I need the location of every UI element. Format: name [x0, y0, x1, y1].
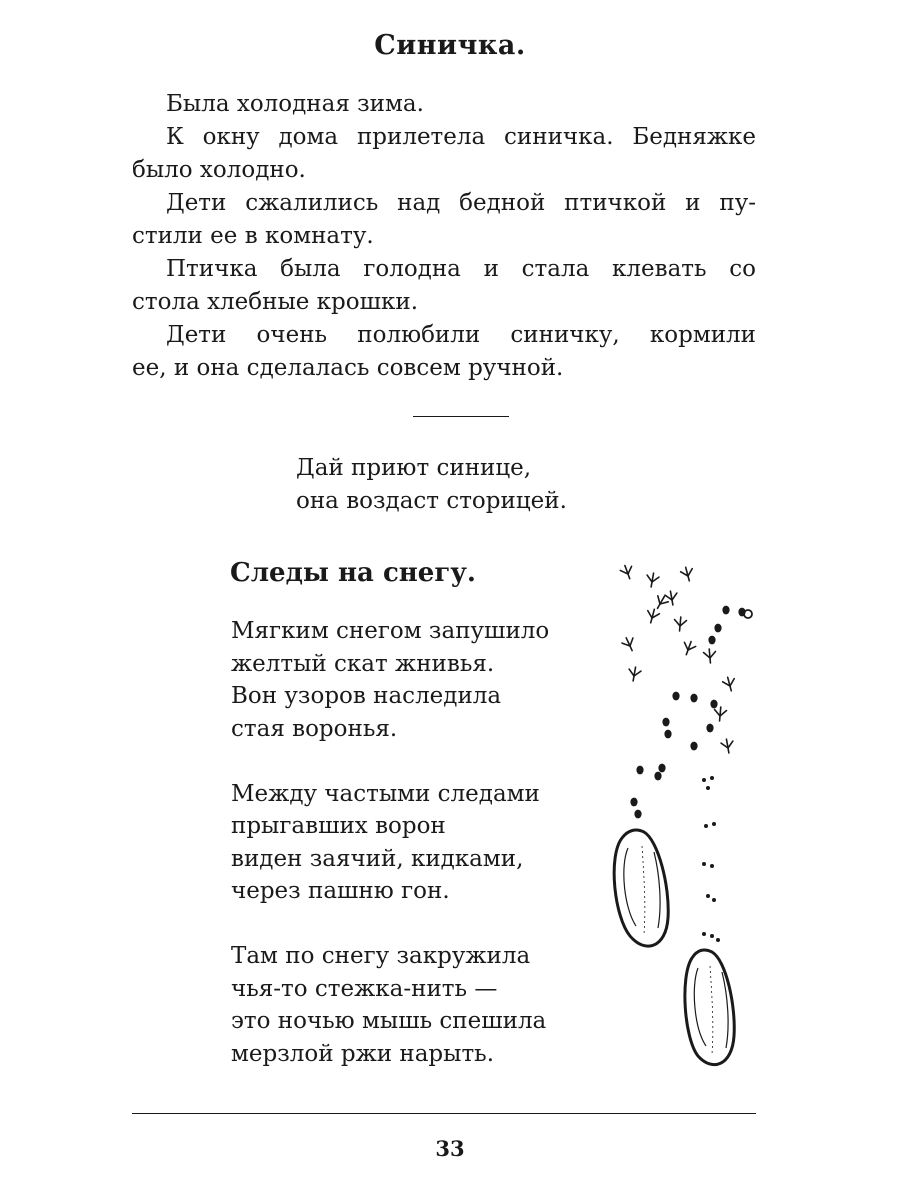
- poem-line: желтый скат жнивья.: [231, 650, 495, 677]
- bird-footprint: [714, 707, 727, 722]
- story-line: стили ее в комнату.: [132, 223, 374, 249]
- mouse-tracks-icon: [702, 776, 720, 942]
- crow-footprint: [722, 606, 729, 615]
- hare-tracks-icon: [614, 830, 734, 1065]
- poem-line: Там по снегу закружила: [231, 943, 531, 969]
- crow-footprint: [630, 798, 637, 807]
- poem-line: виден заячий, кидками,: [231, 845, 524, 872]
- crow-footprint: [706, 724, 713, 733]
- bird-footprint: [645, 608, 660, 625]
- crow-footprint: [636, 766, 643, 775]
- story-line: Дети сжалились над бедной птичкой и пу-: [166, 190, 756, 216]
- bird-tracks-icon: [619, 563, 737, 753]
- story-line: было холодно.: [132, 157, 306, 183]
- crow-footprint: [710, 700, 717, 709]
- story-line: Дети очень полюбили синичку, кормили: [166, 322, 756, 348]
- story-line: Была холодная зима.: [166, 91, 424, 117]
- crow-footprint: [690, 694, 697, 703]
- mouse-footprint: [702, 862, 706, 866]
- story-paragraph: [132, 88, 756, 121]
- story-line: стола хлебные крошки.: [132, 289, 419, 315]
- crow-footprint: [662, 718, 669, 727]
- poem-line: Между частыми следами: [231, 780, 540, 807]
- poem-line: стая воронья.: [231, 715, 398, 742]
- bird-footprint: [721, 738, 735, 754]
- bird-footprint: [722, 676, 737, 693]
- poem-line: прыгавших ворон: [231, 813, 446, 839]
- mouse-footprint: [712, 898, 716, 902]
- poem-stanza: [231, 615, 549, 745]
- poem-line: чья-то стежка-нить —: [231, 975, 498, 1002]
- bird-footprint: [627, 666, 641, 682]
- mouse-footprint: [704, 824, 708, 828]
- story-line: Птичка была голодна и стала клевать со: [166, 256, 756, 282]
- story-paragraph: [132, 121, 756, 187]
- crow-footprint: [708, 636, 715, 645]
- bird-footprint: [665, 590, 679, 606]
- story-line: К окну дома прилетела синичка. Бедняжке: [166, 124, 756, 150]
- mouse-footprint: [716, 938, 720, 942]
- crow-footprint: [714, 624, 721, 633]
- footer-rule: [132, 1113, 756, 1114]
- crow-footprint: [658, 764, 665, 773]
- crow-footprint: [672, 692, 679, 701]
- proverb-line: Дай приют синице,: [296, 455, 532, 481]
- crow-footprint: [690, 742, 697, 751]
- mouse-footprint: [706, 786, 710, 790]
- bird-footprint: [680, 566, 695, 583]
- poem-line: через пашню гон.: [231, 878, 450, 904]
- mouse-footprint: [702, 778, 706, 782]
- crow-tracks-icon: [630, 606, 752, 819]
- poem-line: мерзлой ржи нарыть.: [231, 1040, 495, 1067]
- crow-footprint: [664, 730, 671, 739]
- mouse-footprint: [710, 864, 714, 868]
- story-text: [132, 88, 756, 385]
- mouse-footprint: [702, 932, 706, 936]
- snow-tracks-illustration: [600, 556, 770, 1076]
- story-title: Синичка.: [374, 30, 526, 61]
- mouse-footprint: [706, 894, 710, 898]
- bird-footprint: [703, 649, 716, 664]
- poem-stanza: [231, 778, 549, 908]
- proverb-line: она воздаст сторицей.: [296, 488, 567, 514]
- poem-line: Вон узоров наследила: [231, 683, 502, 709]
- story-paragraph: [132, 319, 756, 385]
- bird-footprint: [645, 572, 659, 588]
- crow-footprint: [654, 772, 661, 781]
- page-number: 33: [435, 1136, 465, 1161]
- story-paragraph: [132, 187, 756, 253]
- section-divider: [413, 416, 509, 417]
- poem-title: Следы на снегу.: [230, 558, 476, 588]
- proverb: [296, 452, 567, 518]
- poem-line: это ночью мышь спешила: [231, 1008, 547, 1034]
- bird-footprint: [681, 639, 697, 656]
- bird-footprint: [619, 563, 635, 580]
- poem-stanza: [231, 940, 549, 1070]
- bird-footprint: [674, 617, 687, 632]
- mouse-footprint: [710, 776, 714, 780]
- story-paragraph: [132, 253, 756, 319]
- story-line: ее, и она сделалась совсем ручной.: [132, 355, 564, 381]
- crow-footprint: [634, 810, 641, 819]
- mouse-footprint: [712, 822, 716, 826]
- poem-line: Мягким снегом запушило: [231, 618, 550, 644]
- bird-footprint: [621, 635, 638, 653]
- poem-text: [231, 615, 549, 1103]
- mouse-footprint: [710, 934, 714, 938]
